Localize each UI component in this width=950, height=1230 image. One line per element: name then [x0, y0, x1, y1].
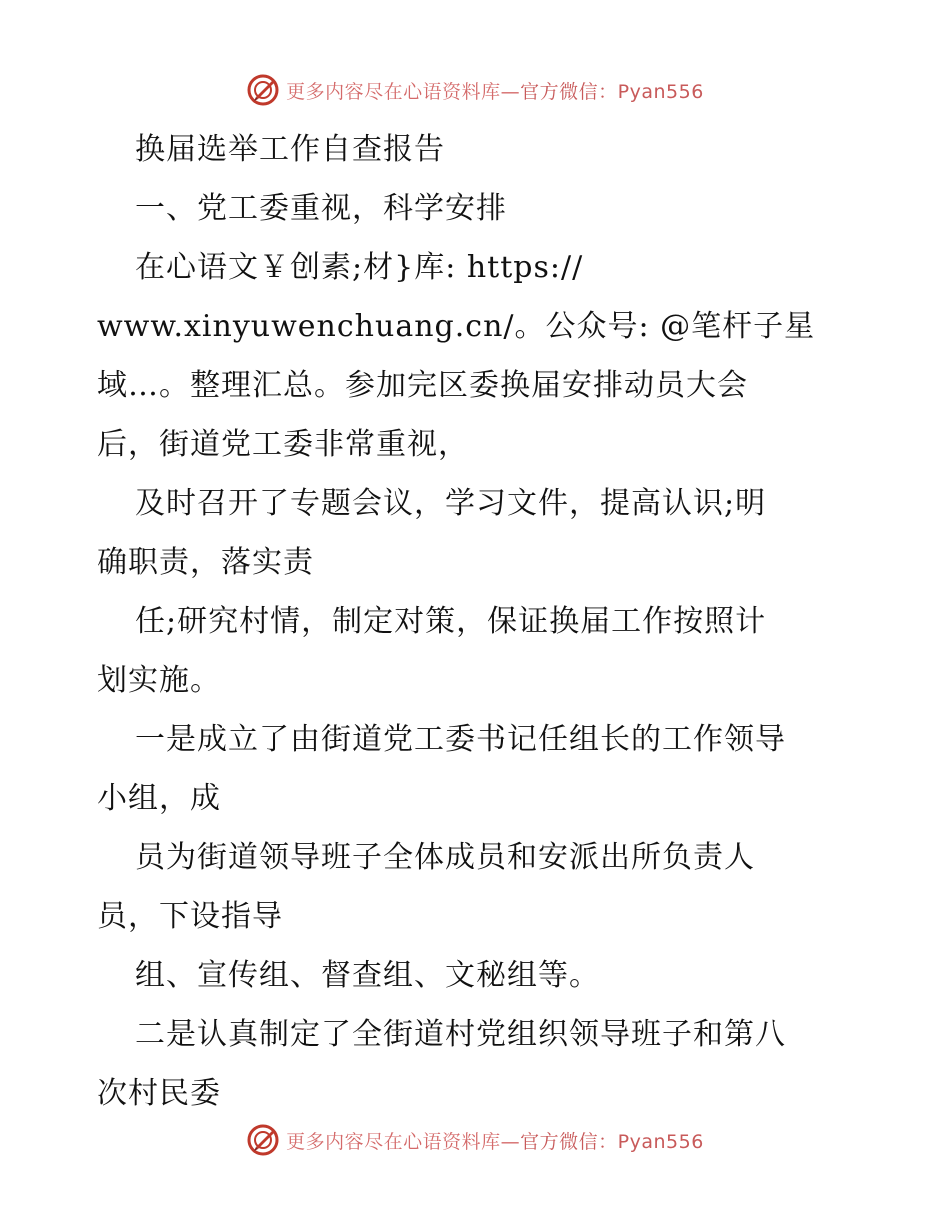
- header-banner-wechat: 官方微信：Pyan556: [520, 80, 704, 103]
- header-banner-text: [286, 77, 704, 104]
- paragraph-line: 划实施。: [97, 663, 221, 698]
- footer-banner-text: [286, 1127, 704, 1154]
- paragraph-line: 在心语文￥创素;材}库: https://: [135, 250, 584, 285]
- paragraph-line: 二是认真制定了全街道村党组织领导班子和第八: [135, 1017, 786, 1052]
- paragraph-line: 一是成立了由街道党工委书记任组长的工作领导: [135, 722, 786, 757]
- footer-banner-wechat: 官方微信：Pyan556: [520, 1130, 704, 1153]
- paragraph-line: 员，下设指导: [97, 899, 283, 934]
- paragraph-line: 任;研究村情，制定对策，保证换届工作按照计: [135, 604, 767, 639]
- paragraph-line: 员为街道领导班子全体成员和安派出所负责人: [135, 840, 755, 875]
- paragraph-line: 确职责，落实责: [97, 545, 314, 580]
- footer-banner-main: 更多内容尽在心语资料库—: [286, 1130, 521, 1153]
- section-heading: 一、党工委重视，科学安排: [135, 191, 507, 226]
- document-body: [97, 120, 867, 1123]
- footer-banner: [0, 1120, 950, 1160]
- paragraph-line: 及时召开了专题会议，学习文件，提高认识;明: [135, 486, 767, 521]
- pen-logo-icon: [246, 73, 280, 107]
- paragraph-line: 小组，成: [97, 781, 221, 816]
- pen-logo-icon: [246, 1123, 280, 1157]
- paragraph-line: www.xinyuwenchuang.cn/。公众号: @笔杆子星: [97, 309, 816, 344]
- document-title: 换届选举工作自查报告: [135, 132, 445, 167]
- header-banner: [0, 70, 950, 110]
- paragraph-line: 次村民委: [97, 1076, 221, 1111]
- paragraph-line: 域…。整理汇总。参加完区委换届安排动员大会: [97, 368, 748, 403]
- paragraph-line: 组、宣传组、督查组、文秘组等。: [135, 958, 600, 993]
- header-banner-main: 更多内容尽在心语资料库—: [286, 80, 521, 103]
- paragraph-line: 后，街道党工委非常重视，: [97, 427, 469, 462]
